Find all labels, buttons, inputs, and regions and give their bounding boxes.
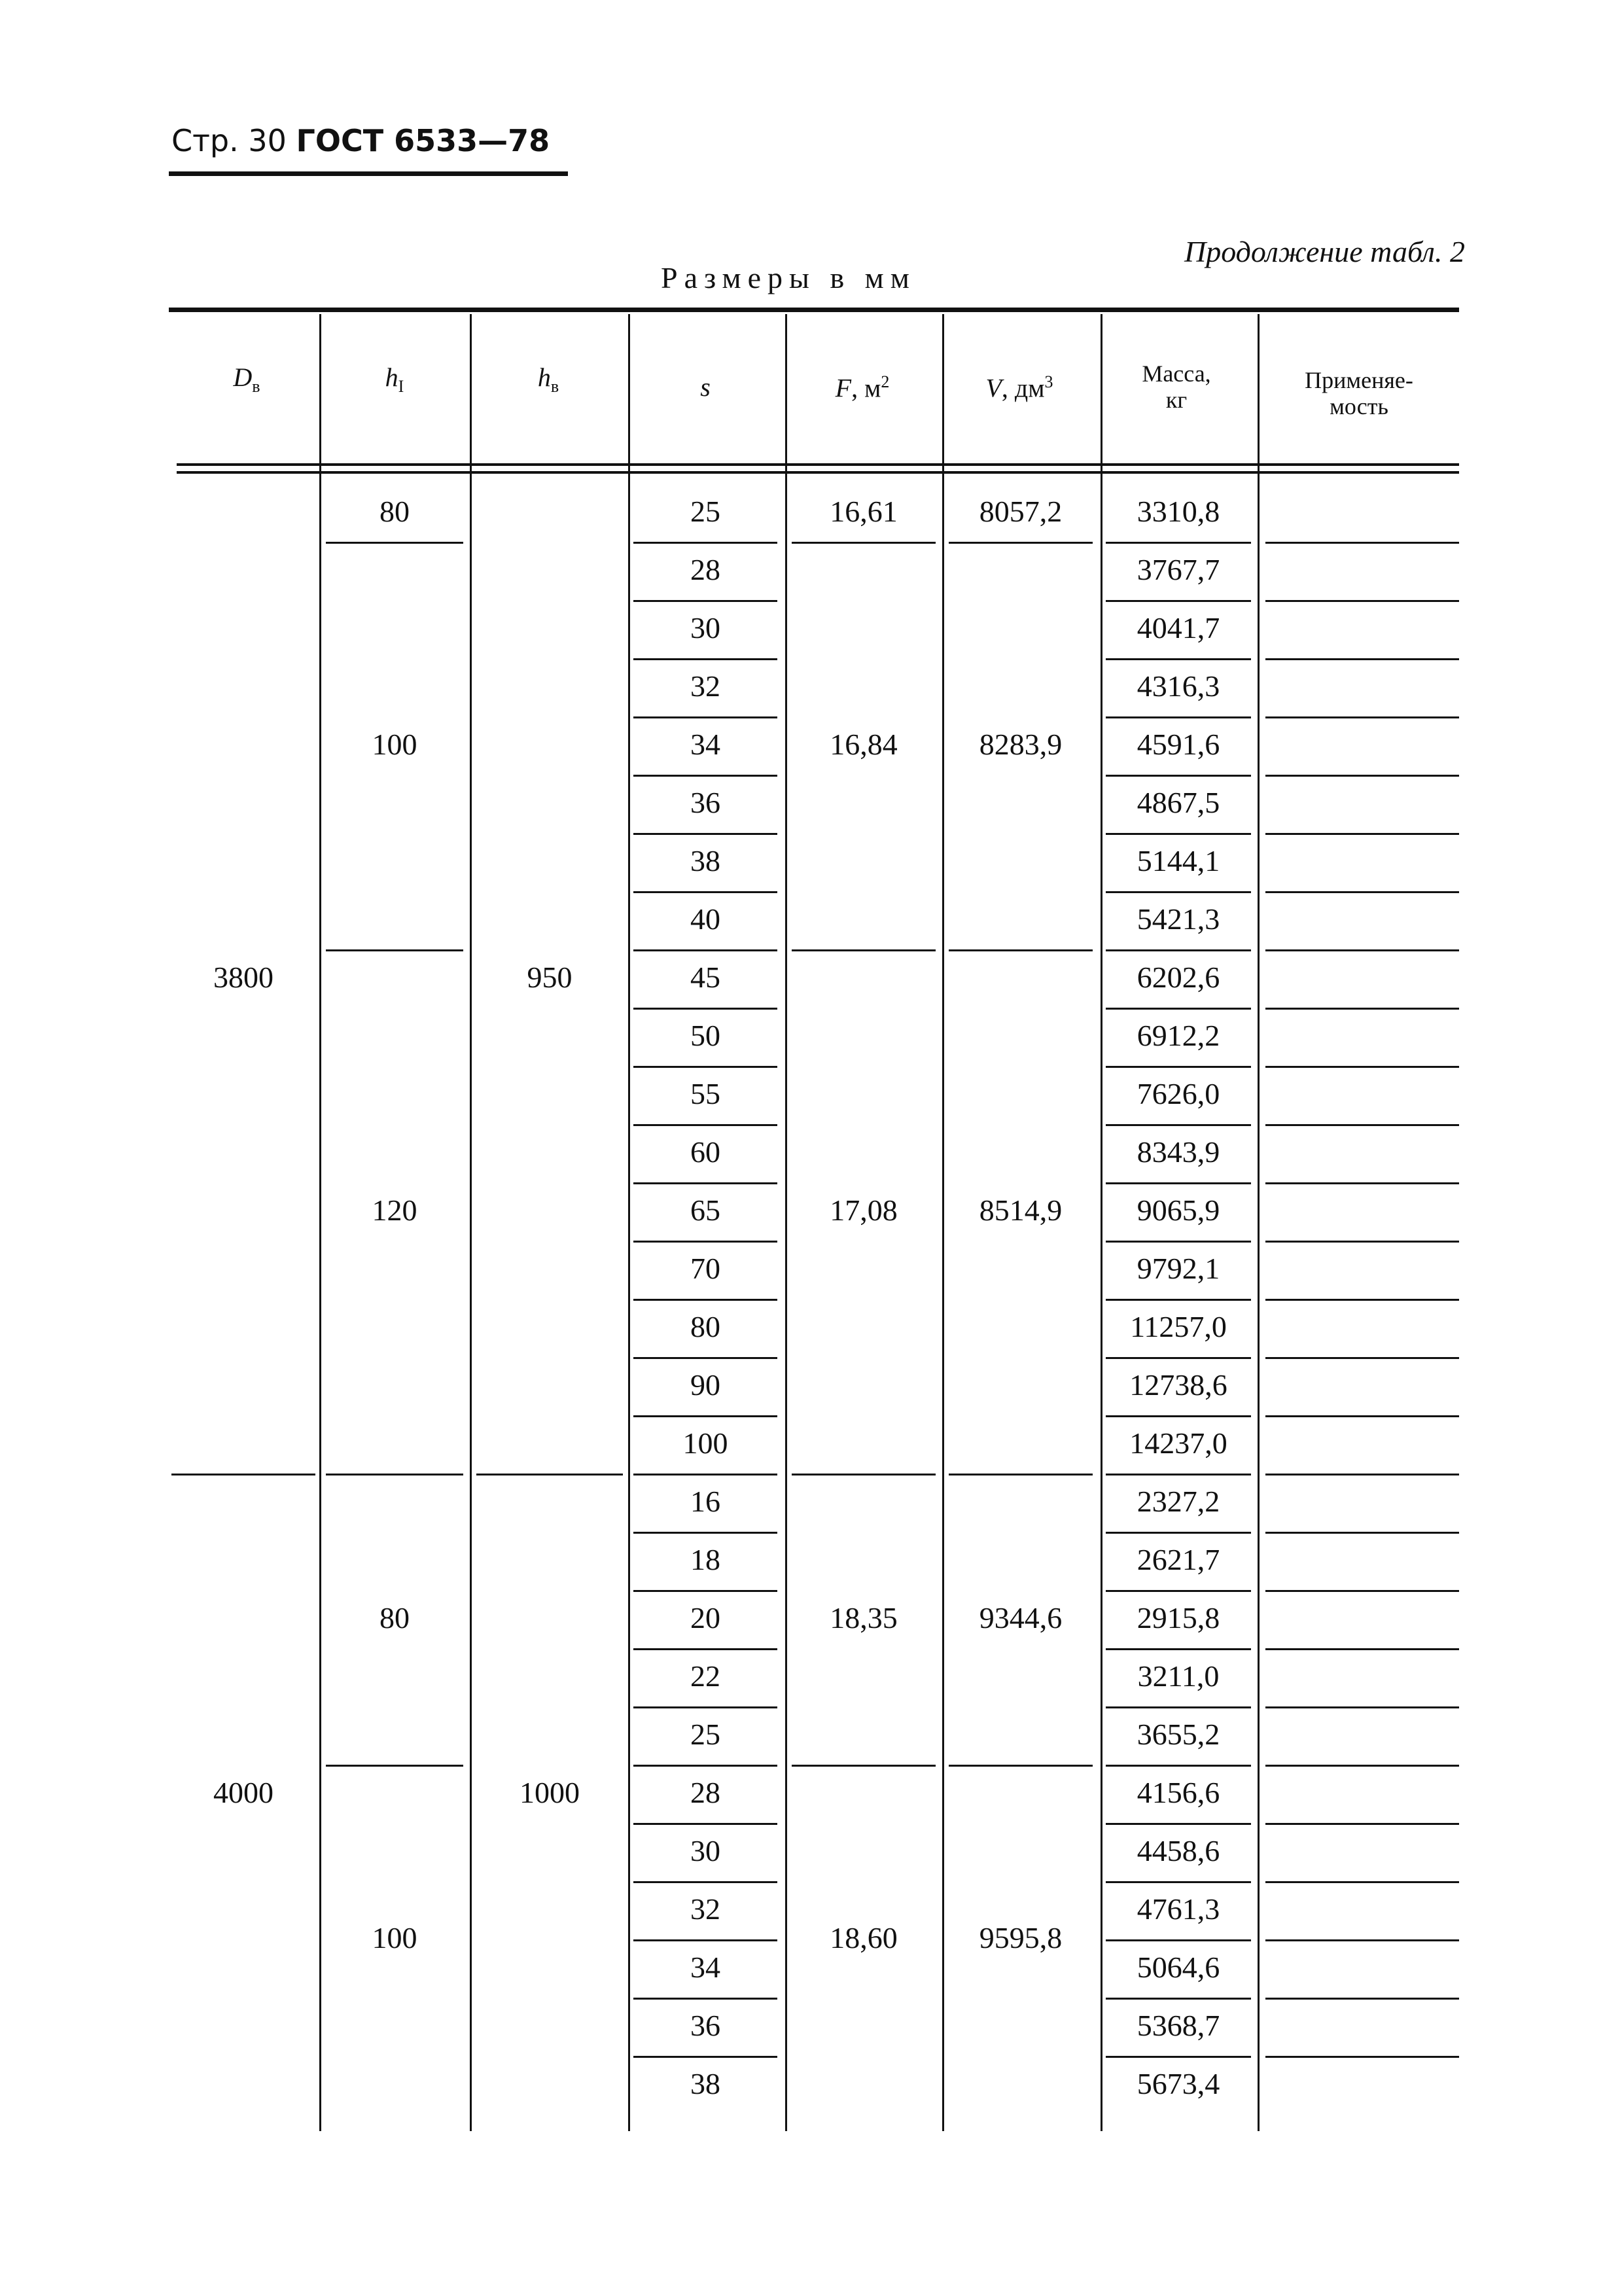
row-rule <box>949 1474 1093 1475</box>
mass-value: 11257,0 <box>1130 1309 1227 1343</box>
row-rule <box>1106 1648 1251 1650</box>
row-rule <box>1106 1474 1251 1475</box>
mass-value: 3211,0 <box>1137 1659 1220 1693</box>
mass-value: 5673,4 <box>1137 2066 1220 2100</box>
row-rule <box>476 1474 623 1475</box>
mass-value: 4316,3 <box>1137 669 1220 703</box>
s-value: 40 <box>690 902 720 936</box>
row-rule <box>633 1008 777 1010</box>
row-rule <box>1265 1182 1459 1184</box>
mass-value: 6202,6 <box>1137 960 1220 994</box>
mass-value: 14237,0 <box>1129 1426 1227 1460</box>
row-rule <box>633 1998 777 2000</box>
f-value: 18,35 <box>830 1600 898 1634</box>
v-value: 9595,8 <box>979 1921 1063 1954</box>
row-rule <box>633 600 777 602</box>
s-value: 18 <box>690 1542 720 1576</box>
row-rule <box>171 1474 315 1475</box>
row-rule <box>1265 1066 1459 1068</box>
f-value: 18,60 <box>830 1921 898 1954</box>
h1-value: 80 <box>379 494 410 528</box>
row-rule <box>1265 2056 1459 2058</box>
mass-value: 2621,7 <box>1137 1542 1220 1576</box>
row-rule <box>326 949 463 951</box>
row-rule <box>633 1939 777 1941</box>
row-rule <box>1106 2056 1251 2058</box>
h1-value: 120 <box>372 1193 417 1227</box>
s-value: 90 <box>690 1368 720 1402</box>
column-divider <box>1101 314 1102 2131</box>
row-rule <box>1106 891 1251 893</box>
mass-value: 7626,0 <box>1137 1076 1220 1110</box>
s-value: 55 <box>690 1076 720 1110</box>
row-rule <box>1106 1124 1251 1126</box>
mass-value: 12738,6 <box>1129 1368 1227 1402</box>
row-rule <box>326 1765 463 1767</box>
s-value: 34 <box>690 727 720 761</box>
mass-value: 5421,3 <box>1137 902 1220 936</box>
col-header-f: F, $м^2$ <box>835 372 890 403</box>
column-divider <box>319 314 321 2131</box>
s-value: 28 <box>690 552 720 586</box>
column-divider <box>942 314 944 2131</box>
row-rule <box>792 542 936 544</box>
row-rule <box>1106 542 1251 544</box>
s-value: 45 <box>690 960 720 994</box>
f-value: 17,08 <box>830 1193 898 1227</box>
row-rule <box>1265 1241 1459 1243</box>
s-value: 20 <box>690 1600 720 1634</box>
row-rule <box>1106 1241 1251 1243</box>
column-divider <box>470 314 472 2131</box>
units-note: Размеры в мм <box>661 261 916 294</box>
row-rule <box>1265 1590 1459 1592</box>
row-rule <box>1265 949 1459 951</box>
column-divider <box>785 314 787 2131</box>
row-rule <box>1265 1823 1459 1825</box>
row-rule <box>633 1590 777 1592</box>
row-rule <box>1106 1765 1251 1767</box>
col-header-applicability: Применяе- мость <box>1305 367 1413 419</box>
row-rule <box>1265 833 1459 835</box>
row-rule <box>1106 1299 1251 1301</box>
col-header-hv: $h_в$ <box>537 362 559 396</box>
row-rule <box>1265 1706 1459 1708</box>
s-value: 16 <box>690 1484 720 1518</box>
s-value: 30 <box>690 610 720 645</box>
hv-value: 950 <box>527 960 573 994</box>
row-rule <box>633 1357 777 1359</box>
mass-value: 4458,6 <box>1137 1833 1220 1867</box>
row-rule <box>1265 1357 1459 1359</box>
s-value: 34 <box>690 1950 720 1984</box>
row-rule <box>1106 949 1251 951</box>
row-rule <box>633 833 777 835</box>
row-rule <box>633 716 777 718</box>
column-divider <box>628 314 630 2131</box>
col-header-dv: $D_в$ <box>233 362 260 396</box>
row-rule <box>633 1124 777 1126</box>
s-value: 38 <box>690 843 720 877</box>
row-rule <box>326 1474 463 1475</box>
s-value: 32 <box>690 1892 720 1926</box>
s-value: 80 <box>690 1309 720 1343</box>
header-double-rule-bottom <box>177 471 1459 474</box>
s-value: 36 <box>690 2008 720 2042</box>
s-value: 22 <box>690 1659 720 1693</box>
row-rule <box>633 949 777 951</box>
s-value: 30 <box>690 1833 720 1867</box>
row-rule <box>633 1648 777 1650</box>
row-rule <box>1106 1357 1251 1359</box>
s-value: 36 <box>690 785 720 819</box>
row-rule <box>1106 1532 1251 1534</box>
col-header-s: s <box>700 372 711 402</box>
s-value: 28 <box>690 1775 720 1809</box>
mass-value: 9065,9 <box>1137 1193 1220 1227</box>
row-rule <box>1106 1590 1251 1592</box>
mass-value: 5144,1 <box>1137 843 1220 877</box>
h1-value: 80 <box>379 1600 410 1634</box>
row-rule <box>633 1066 777 1068</box>
s-value: 65 <box>690 1193 720 1227</box>
row-rule <box>633 1415 777 1417</box>
row-rule <box>1265 658 1459 660</box>
row-rule <box>633 1532 777 1534</box>
mass-value: 4867,5 <box>1137 785 1220 819</box>
row-rule <box>1106 658 1251 660</box>
row-rule <box>1106 1823 1251 1825</box>
row-rule <box>1265 1648 1459 1650</box>
table-top-rule <box>169 308 1459 312</box>
row-rule <box>1106 1008 1251 1010</box>
header-double-rule-top <box>177 463 1459 466</box>
row-rule <box>1106 1998 1251 2000</box>
row-rule <box>1106 716 1251 718</box>
row-rule <box>1265 1124 1459 1126</box>
dv-value: 4000 <box>213 1775 273 1809</box>
col-header-v: V, $дм^3$ <box>985 372 1053 403</box>
row-rule <box>1106 1706 1251 1708</box>
standard-number: ГОСТ 6533—78 <box>296 123 550 158</box>
v-value: 8057,2 <box>979 494 1063 528</box>
h1-value: 100 <box>372 727 417 761</box>
row-rule <box>633 542 777 544</box>
row-rule <box>1265 716 1459 718</box>
mass-value: 4591,6 <box>1137 727 1220 761</box>
row-rule <box>633 1474 777 1475</box>
mass-value: 4156,6 <box>1137 1775 1220 1809</box>
mass-value: 2915,8 <box>1137 1600 1220 1634</box>
row-rule <box>1265 1881 1459 1883</box>
col-header-mass: Масса, кг <box>1142 361 1211 413</box>
row-rule <box>633 1299 777 1301</box>
row-rule <box>1106 1182 1251 1184</box>
row-rule <box>1106 1881 1251 1883</box>
row-rule <box>633 1765 777 1767</box>
f-value: 16,84 <box>830 727 898 761</box>
dv-value: 3800 <box>213 960 273 994</box>
col-header-h1: $h_I$ <box>385 362 404 396</box>
v-value: 9344,6 <box>979 1600 1063 1634</box>
row-rule <box>633 775 777 777</box>
mass-value: 3767,7 <box>1137 552 1220 586</box>
row-rule <box>1265 1474 1459 1475</box>
row-rule <box>1265 891 1459 893</box>
s-value: 25 <box>690 494 720 528</box>
row-rule <box>792 1765 936 1767</box>
row-rule <box>1265 600 1459 602</box>
row-rule <box>1265 1939 1459 1941</box>
v-value: 8514,9 <box>979 1193 1063 1227</box>
mass-value: 9792,1 <box>1137 1251 1220 1285</box>
mass-value: 2327,2 <box>1137 1484 1220 1518</box>
s-value: 38 <box>690 2066 720 2100</box>
row-rule <box>633 891 777 893</box>
h1-value: 100 <box>372 1921 417 1954</box>
f-value: 16,61 <box>830 494 898 528</box>
s-value: 60 <box>690 1135 720 1169</box>
row-rule <box>792 1474 936 1475</box>
row-rule <box>949 1765 1093 1767</box>
row-rule <box>949 949 1093 951</box>
s-value: 70 <box>690 1251 720 1285</box>
hv-value: 1000 <box>520 1775 580 1809</box>
page-number: Стр. 30 <box>171 123 287 158</box>
row-rule <box>633 2056 777 2058</box>
row-rule <box>1265 542 1459 544</box>
s-value: 25 <box>690 1717 720 1751</box>
row-rule <box>1106 600 1251 602</box>
row-rule <box>633 658 777 660</box>
mass-value: 4761,3 <box>1137 1892 1220 1926</box>
row-rule <box>1106 1066 1251 1068</box>
s-value: 32 <box>690 669 720 703</box>
mass-value: 5368,7 <box>1137 2008 1220 2042</box>
row-rule <box>326 542 463 544</box>
row-rule <box>633 1823 777 1825</box>
mass-value: 6912,2 <box>1137 1018 1220 1052</box>
v-value: 8283,9 <box>979 727 1063 761</box>
mass-value: 8343,9 <box>1137 1135 1220 1169</box>
row-rule <box>633 1706 777 1708</box>
row-rule <box>633 1881 777 1883</box>
column-divider <box>1258 314 1260 2131</box>
row-rule <box>1265 1765 1459 1767</box>
row-rule <box>1265 1532 1459 1534</box>
mass-value: 3310,8 <box>1137 494 1220 528</box>
row-rule <box>792 949 936 951</box>
mass-value: 4041,7 <box>1137 610 1220 645</box>
row-rule <box>1265 1415 1459 1417</box>
mass-value: 5064,6 <box>1137 1950 1220 1984</box>
row-rule <box>1265 1998 1459 2000</box>
page-header <box>171 123 550 158</box>
row-rule <box>633 1182 777 1184</box>
mass-value: 3655,2 <box>1137 1717 1220 1751</box>
row-rule <box>1106 1939 1251 1941</box>
row-rule <box>1265 775 1459 777</box>
row-rule <box>633 1241 777 1243</box>
row-rule <box>1265 1008 1459 1010</box>
row-rule <box>1265 1299 1459 1301</box>
row-rule <box>1106 775 1251 777</box>
table-continuation-note: Продолжение табл. 2 <box>1184 235 1465 268</box>
row-rule <box>949 542 1093 544</box>
row-rule <box>1106 833 1251 835</box>
row-rule <box>1106 1415 1251 1417</box>
s-value: 50 <box>690 1018 720 1052</box>
s-value: 100 <box>682 1426 728 1460</box>
header-rule <box>169 171 568 176</box>
